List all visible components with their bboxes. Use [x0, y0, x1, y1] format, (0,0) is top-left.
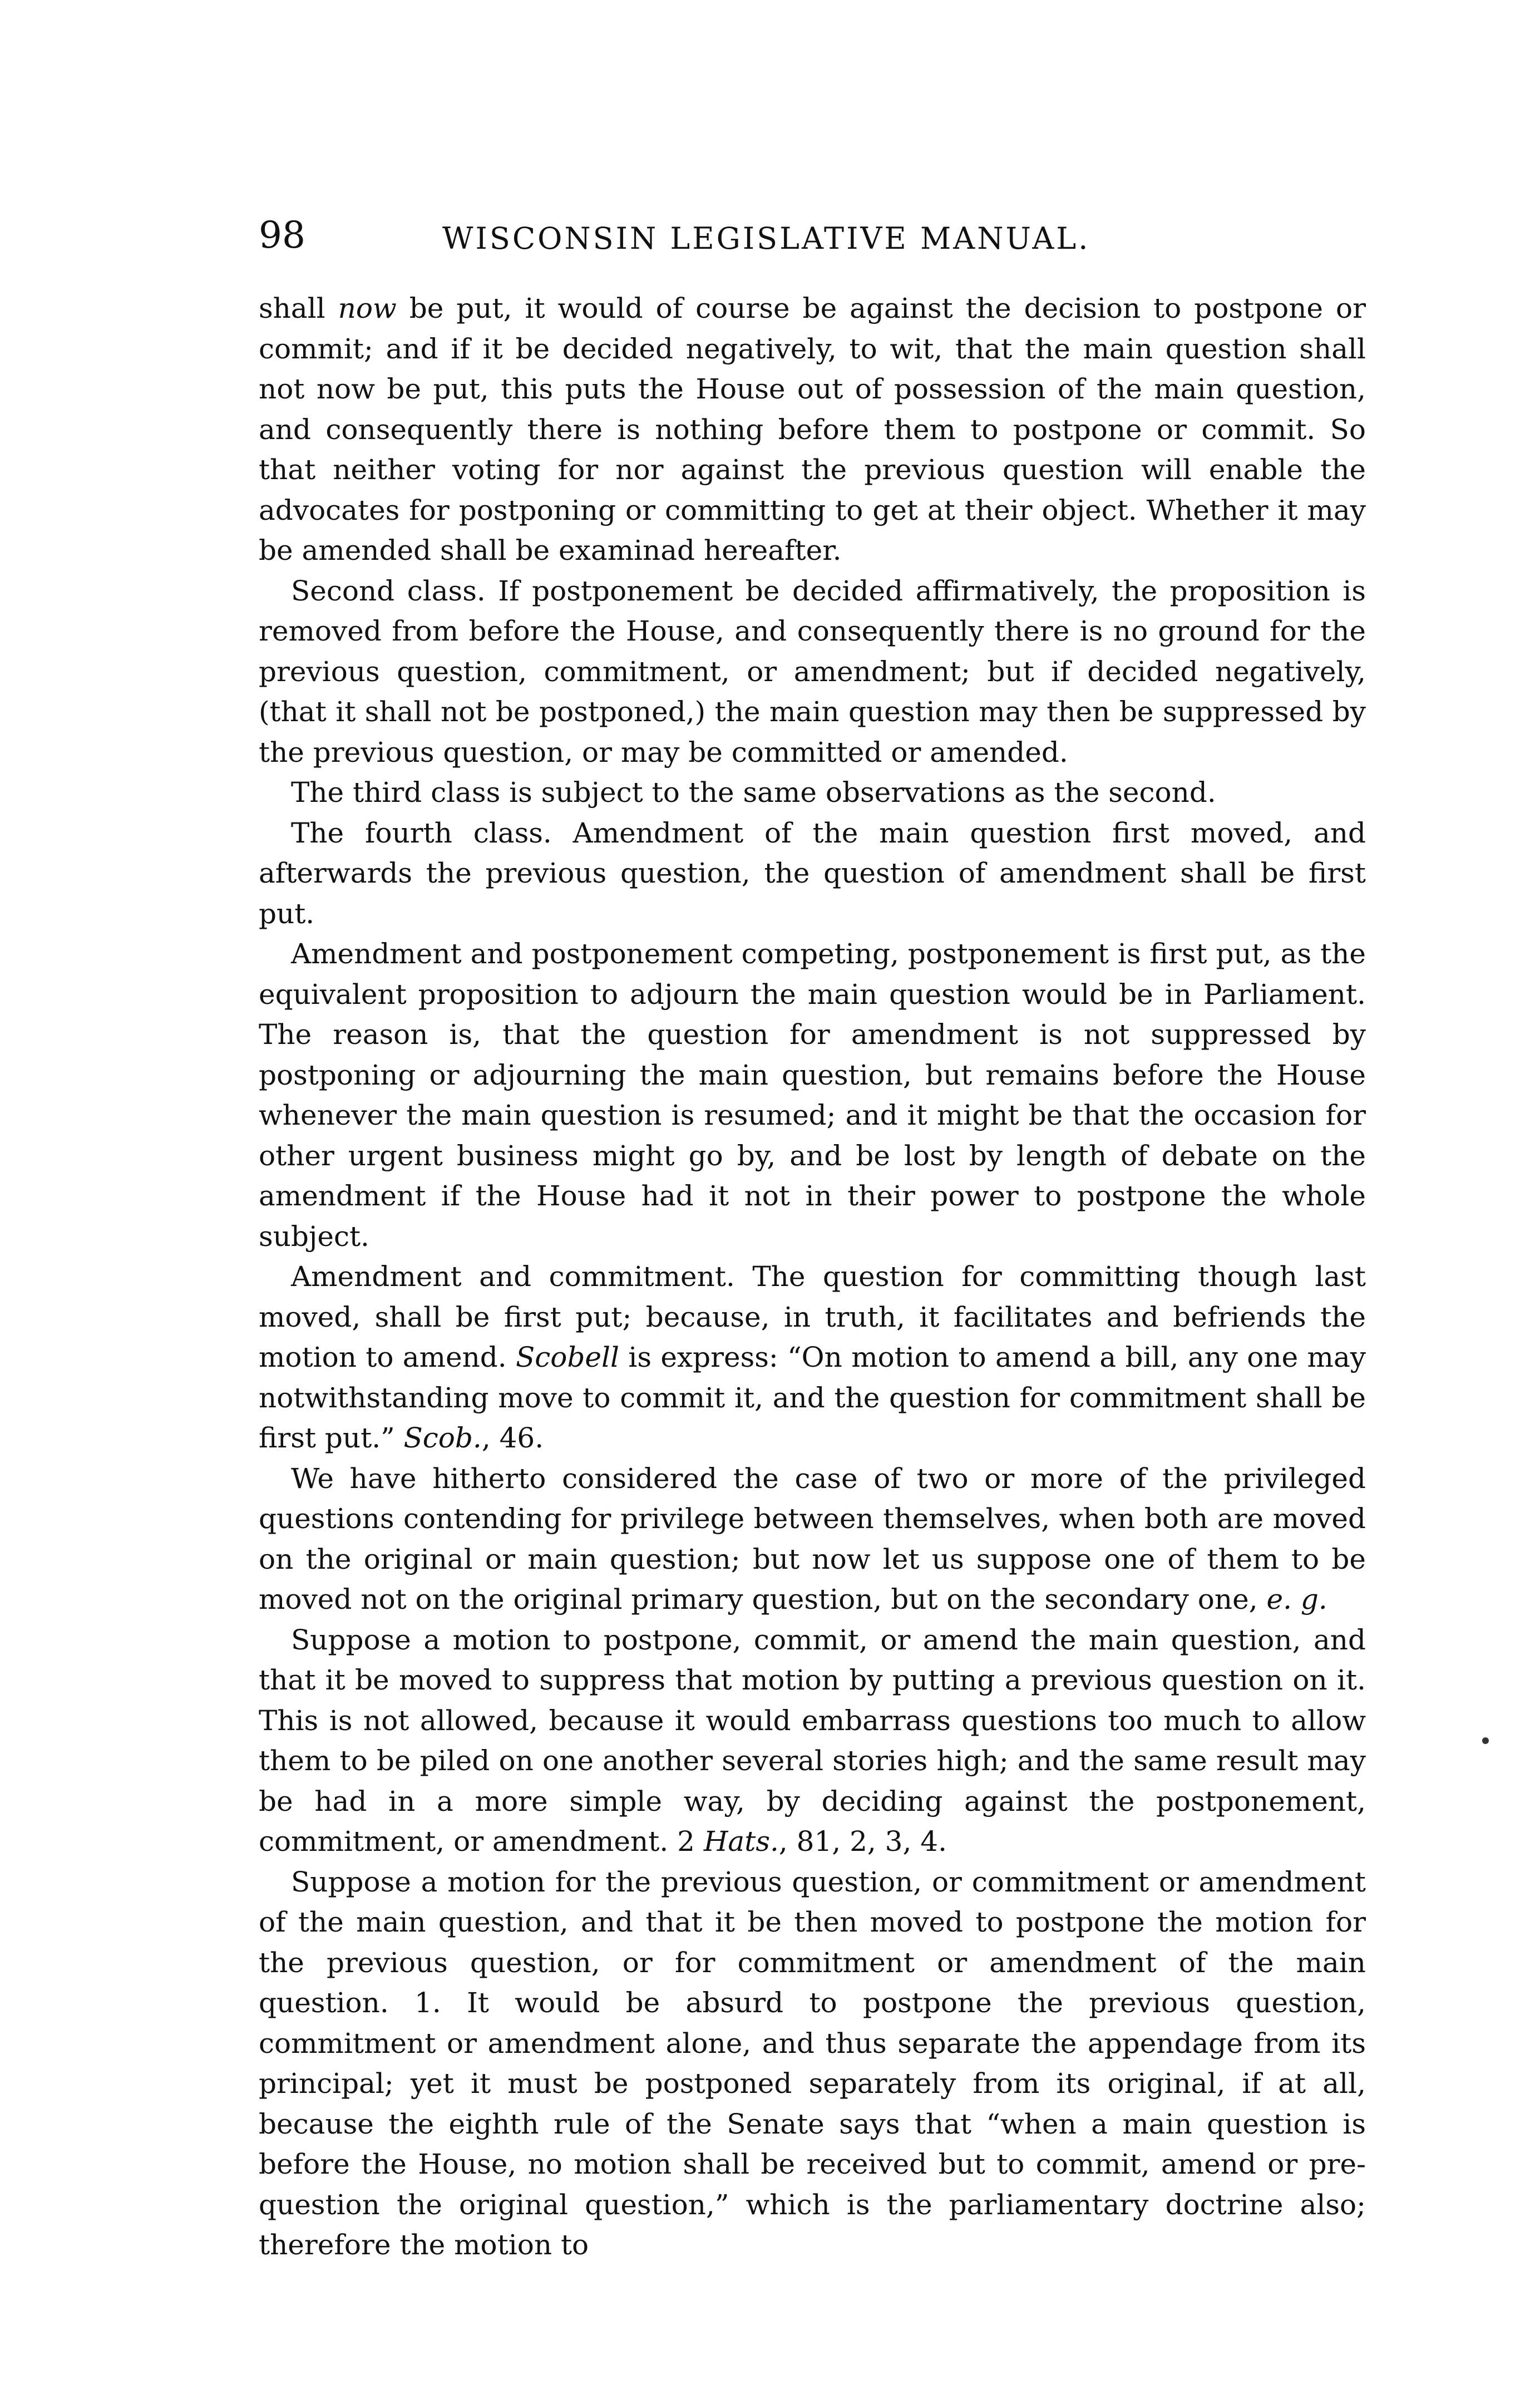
document-page: [259, 0, 1366, 2404]
page-body: [259, 288, 1366, 2265]
paragraph-third-class: [259, 772, 1366, 813]
text-run: The third class is subject to the same observations as the second.: [291, 776, 1216, 809]
text-run: Second class. If postponement be decided affirmatively, the proposition is removed from before the House, and consequently there is no ground for the previous question, commitment, or amendment; but if decided negatively, (that it shall not be postponed,) the main question may then be suppressed by the previous question, or may be committed or amended.: [259, 574, 1366, 769]
text-run: Suppose a motion to postpone, commit, or amend the main question, and that it be moved to suppress that motion by putting a previous question on it. This is not allowed, because it would embarrass questions too much to allow them to be piled on one another several stories high; and the same result may be had in a more simple way, by deciding against the postponement, commitment, or amendment. 2: [259, 1623, 1366, 1858]
italic-run: Scobell: [516, 1341, 619, 1373]
paragraph-privileged-questions: [259, 1459, 1366, 1620]
text-run: is express: “On motion to amend a bill, any one may notwithstanding move to commit it, and the question for commitment shall be first put.”: [259, 1341, 1366, 1454]
paragraph-amendment-commitment: [259, 1257, 1366, 1459]
paragraph-continued: [259, 288, 1366, 571]
italic-run: now: [338, 292, 397, 324]
page-header: [259, 210, 1366, 260]
page-number: 98: [259, 214, 305, 257]
italic-run: Hats.: [703, 1825, 779, 1858]
text-run: shall: [259, 292, 338, 324]
margin-speck: [1482, 1737, 1489, 1744]
text-run: Amendment and commitment. The question for committing though last moved, shall be first put; because, in truth, it facilitates and befriends the motion to amend.: [259, 1260, 1366, 1373]
italic-run: e. g.: [1266, 1583, 1327, 1615]
paragraph-second-class: [259, 571, 1366, 773]
text-run: The fourth class. Amendment of the main question first moved, and afterwards the previous question, the question of amendment shall be first put.: [259, 816, 1366, 930]
paragraph-suppose-postpone: [259, 1620, 1366, 1862]
running-head: WISCONSIN LEGISLATIVE MANUAL.: [442, 221, 1090, 256]
text-run: We have hitherto considered the case of two or more of the privileged questions contending for privilege between themselves, when both are moved on the original or main question; but now let us suppose one of them to be moved not on the original primary question, but on the secondary one,: [259, 1462, 1366, 1615]
italic-run: Scob.: [403, 1422, 482, 1454]
text-run: be put, it would of course be against the decision to postpone or commit; and if it be decided negatively, to wit, that the main question shall not now be put, this puts the House out of possession of the main question, and consequently there is nothing before them to postpone or commit. So that neither voting for nor against the previous question will enable the advocates for postponing or committing to get at their object. Whether it may be amended shall be examinad hereafter.: [259, 292, 1366, 566]
paragraph-fourth-class: [259, 813, 1366, 934]
paragraph-amendment-postponement: [259, 934, 1366, 1257]
text-run: , 46.: [481, 1422, 544, 1454]
text-run: Amendment and postponement competing, postponement is first put, as the equivalent proposition to adjourn the main question would be in Parliament. The reason is, that the question for amendment is not suppressed by postponing or adjourning the main question, but remains before the House whenever the main question is resumed; and it might be that the occasion for other urgent business might go by, and be lost by length of debate on the amendment if the House had it not in their power to postpone the whole subject.: [259, 938, 1366, 1253]
text-run: , 81, 2, 3, 4.: [778, 1825, 947, 1858]
text-run: Suppose a motion for the previous question, or commitment or amendment of the main question, and that it be then moved to postpone the motion for the previous question, or for commitment or amendment of the main question. 1. It would be absurd to postpone the previous question, commitment or amendment alone, and thus separate the appendage from its principal; yet it must be postponed separately from its original, if at all, because the eighth rule of the Senate says that “when a main question is before the House, no motion shall be received but to commit, amend or pre-question the original question,” which is the parliamentary doctrine also; therefore the motion to: [259, 1865, 1366, 2261]
paragraph-suppose-previous-question: [259, 1862, 1366, 2265]
